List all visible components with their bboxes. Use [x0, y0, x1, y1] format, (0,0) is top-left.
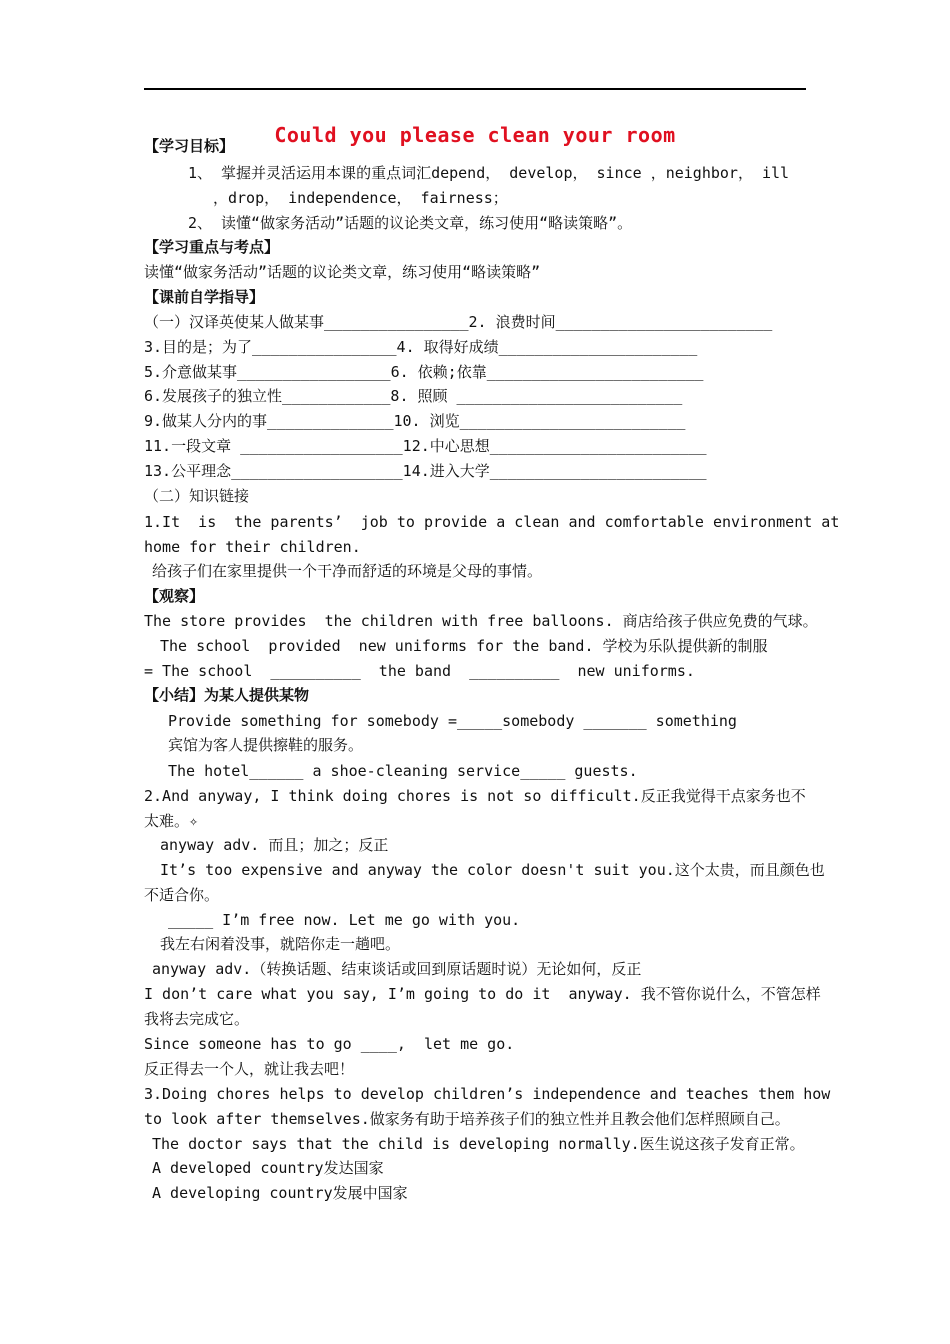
- text-line: 我左右闲着没事，就陪你走一趟吧。: [160, 935, 401, 953]
- text-line: The school provided new uniforms for the band. 学校为乐队提供新的制服: [160, 637, 768, 655]
- text-line: 读懂“做家务活动”话题的议论类文章，练习使用“略读策略”: [144, 263, 541, 281]
- text-line: home for their children.: [144, 538, 361, 556]
- text-line: 【学习重点与考点】: [144, 238, 280, 256]
- text-line: 宾馆为客人提供擦鞋的服务。: [168, 736, 364, 754]
- text-line: It’s too expensive and anyway the color doesn't suit you.这个太贵，而且颜色也: [160, 861, 825, 879]
- text-line: ，drop， independence， fairness；: [213, 189, 508, 207]
- text-line: anyway adv. 而且；加之；反正: [160, 836, 389, 854]
- text-line: 2.And anyway, I think doing chores is not so difficult.反正我觉得干点家务也不: [144, 787, 806, 805]
- text-line: 反正得去一个人，就让我去吧！: [144, 1060, 355, 1078]
- text-line: 6.发展孩子的独立性____________8. 照顾 _________________________: [144, 387, 683, 405]
- page-title: Could you please clean your room: [274, 123, 676, 147]
- text-line: A developed country发达国家: [152, 1159, 384, 1177]
- text-line: Since someone has to go ____, let me go.: [144, 1035, 515, 1053]
- text-line: The store provides the children with free balloons. 商店给孩子供应免费的气球。: [144, 612, 818, 630]
- text-line: 3.Doing chores helps to develop children’s independence and teaches them how: [144, 1085, 831, 1103]
- text-line: 9.做某人分内的事______________10. 浏览_________________________: [144, 412, 686, 430]
- text-line: 给孩子们在家里提供一个干净而舒适的环境是父母的事情。: [152, 562, 543, 580]
- text-line: 1、 掌握并灵活运用本课的重点词汇depend， develop， since ，neighbor， ill: [188, 164, 790, 182]
- text-line: 5.介意做某事_________________6. 依赖;依靠________________________: [144, 363, 704, 381]
- text-line: 我将去完成它。: [144, 1010, 250, 1028]
- text-line: I don’t care what you say, I’m going to do it anyway. 我不管你说什么，不管怎样: [144, 985, 821, 1003]
- text-line: （二）知识链接: [144, 487, 250, 505]
- text-line: （一）汉译英使某人做某事________________2. 浪费时间________________________: [144, 313, 773, 331]
- text-line: _____ I’m free now. Let me go with you.: [168, 911, 521, 929]
- text-line: to look after themselves.做家务有助于培养孩子们的独立性并且教会他们怎样照顾自己。: [144, 1110, 790, 1128]
- text-line: The hotel______ a shoe-cleaning service_____ guests.: [168, 762, 638, 780]
- text-line: 【观察】: [144, 587, 205, 605]
- text-line: 2、 读懂“做家务活动”话题的议论类文章，练习使用“略读策略”。: [188, 214, 633, 232]
- text-line: 不适合你。: [144, 886, 220, 904]
- text-line: 11.一段文章 __________________12.中心思想________________________: [144, 437, 707, 455]
- text-line: 【学习目标】: [144, 137, 235, 155]
- text-line: 1.It is the parents’ job to provide a clean and comfortable environment at: [144, 513, 840, 531]
- text-line: anyway adv.（转换话题、结束谈话或回到原话题时说）无论如何，反正: [152, 960, 642, 978]
- header-rule: [144, 88, 806, 90]
- text-line: 3.目的是；为了________________4. 取得好成绩______________________: [144, 338, 698, 356]
- text-line: A developing country发展中国家: [152, 1184, 408, 1202]
- text-line: 【小结】为某人提供某物: [144, 686, 310, 704]
- text-line: The doctor says that the child is developing normally.医生说这孩子发育正常。: [152, 1135, 805, 1153]
- text-line: 13.公平理念___________________14.进入大学________________________: [144, 462, 707, 480]
- text-line: Provide something for somebody =_____somebody _______ something: [168, 712, 737, 730]
- text-line: 【课前自学指导】: [144, 288, 265, 306]
- text-line: 太难。✧: [144, 812, 199, 830]
- text-line: = The school __________ the band __________ new uniforms.: [144, 662, 695, 680]
